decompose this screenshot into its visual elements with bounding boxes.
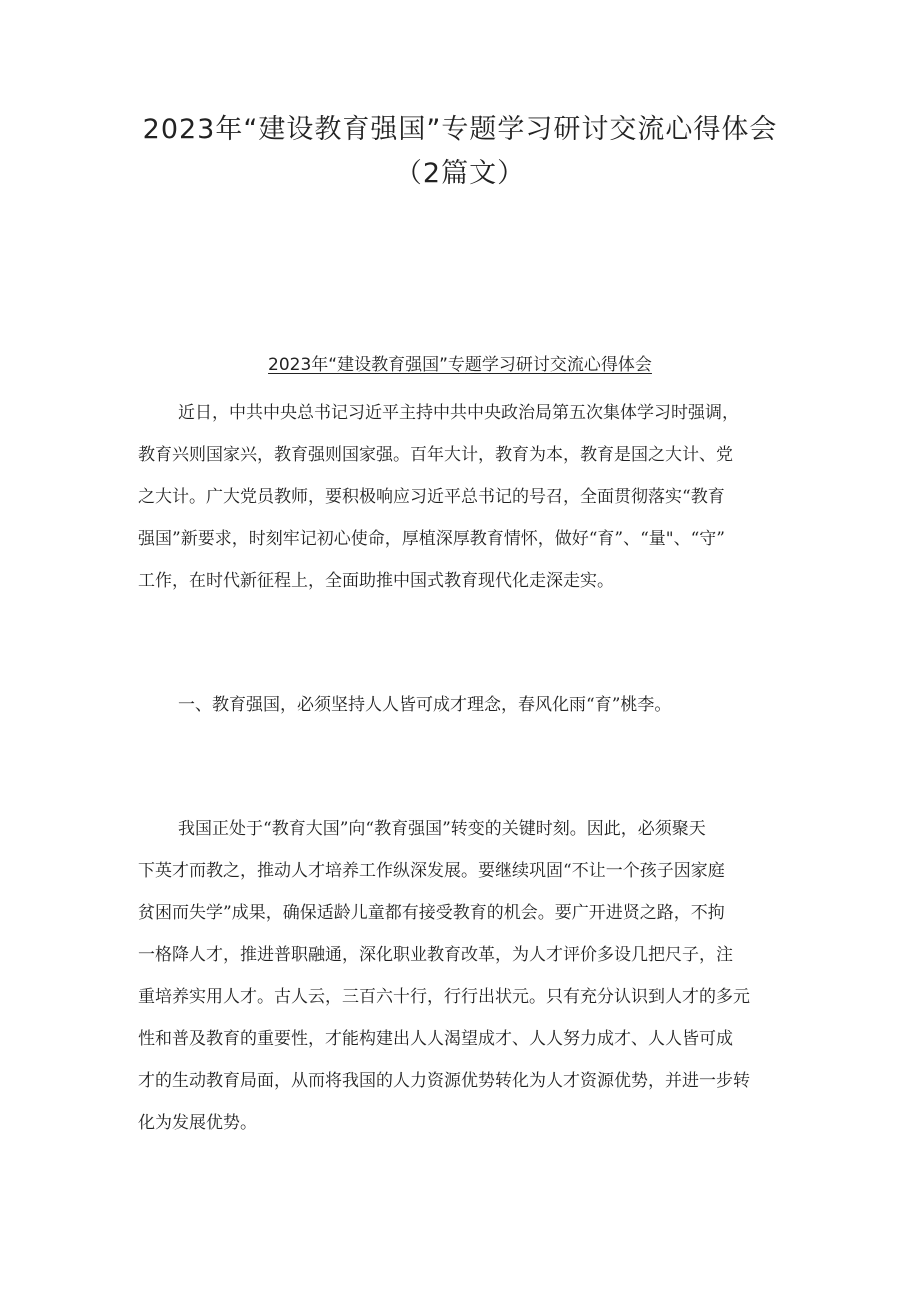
paragraph-2-line: 一格降人才，推进普职融通，深化职业教育改革，为人才评价多设几把尺子，注 bbox=[138, 945, 733, 965]
paragraph-2-line: 才的生动教育局面，从而将我国的人力资源优势转化为人才资源优势，并进一步转 bbox=[138, 1071, 750, 1091]
paragraph-2-line: 贫困而失学”成果，确保适龄儿童都有接受教育的机会。要广开进贤之路，不拘 bbox=[138, 903, 725, 923]
paragraph-2-line: 我国正处于“教育大国”向“教育强国”转变的关键时刻。因此，必须聚天 bbox=[178, 819, 706, 839]
paragraph-2-line: 性和普及教育的重要性，才能构建出人人渴望成才、人人努力成才、人人皆可成 bbox=[138, 1029, 733, 1049]
paragraph-1-line: 工作，在时代新征程上，全面助推中国式教育现代化走深走实。 bbox=[138, 571, 614, 591]
section-1-heading: 一、教育强国，必须坚持人人皆可成才理念，春风化雨“育”桃李。 bbox=[178, 695, 672, 715]
paragraph-1-line: 教育兴则国家兴，教育强则国家强。百年大计，教育为本，教育是国之大计、党 bbox=[138, 445, 733, 465]
paragraph-2-line: 下英才而教之，推动人才培养工作纵深发展。要继续巩固“不让一个孩子因家庭 bbox=[138, 861, 725, 881]
main-title-line-1: 2023年“建设教育强国”专题学习研讨交流心得体会 bbox=[142, 114, 778, 145]
paragraph-2-line: 重培养实用人才。古人云，三百六十行，行行出状元。只有充分认识到人才的多元 bbox=[138, 987, 750, 1007]
paragraph-2-line: 化为发展优势。 bbox=[138, 1113, 257, 1133]
paragraph-1-line: 强国”新要求，时刻牢记初心使命，厚植深厚教育情怀，做好“育”、“量"、“守” bbox=[138, 529, 725, 549]
main-title-line-2: （2篇文） bbox=[394, 158, 526, 189]
paragraph-1-line: 之大计。广大党员教师，要积极响应习近平总书记的号召，全面贯彻落实“教育 bbox=[138, 487, 725, 507]
article-subtitle: 2023年“建设教育强国”专题学习研讨交流心得体会 bbox=[268, 355, 652, 375]
paragraph-1-line: 近日，中共中央总书记习近平主持中共中央政治局第五次集体学习时强调， bbox=[178, 403, 739, 423]
